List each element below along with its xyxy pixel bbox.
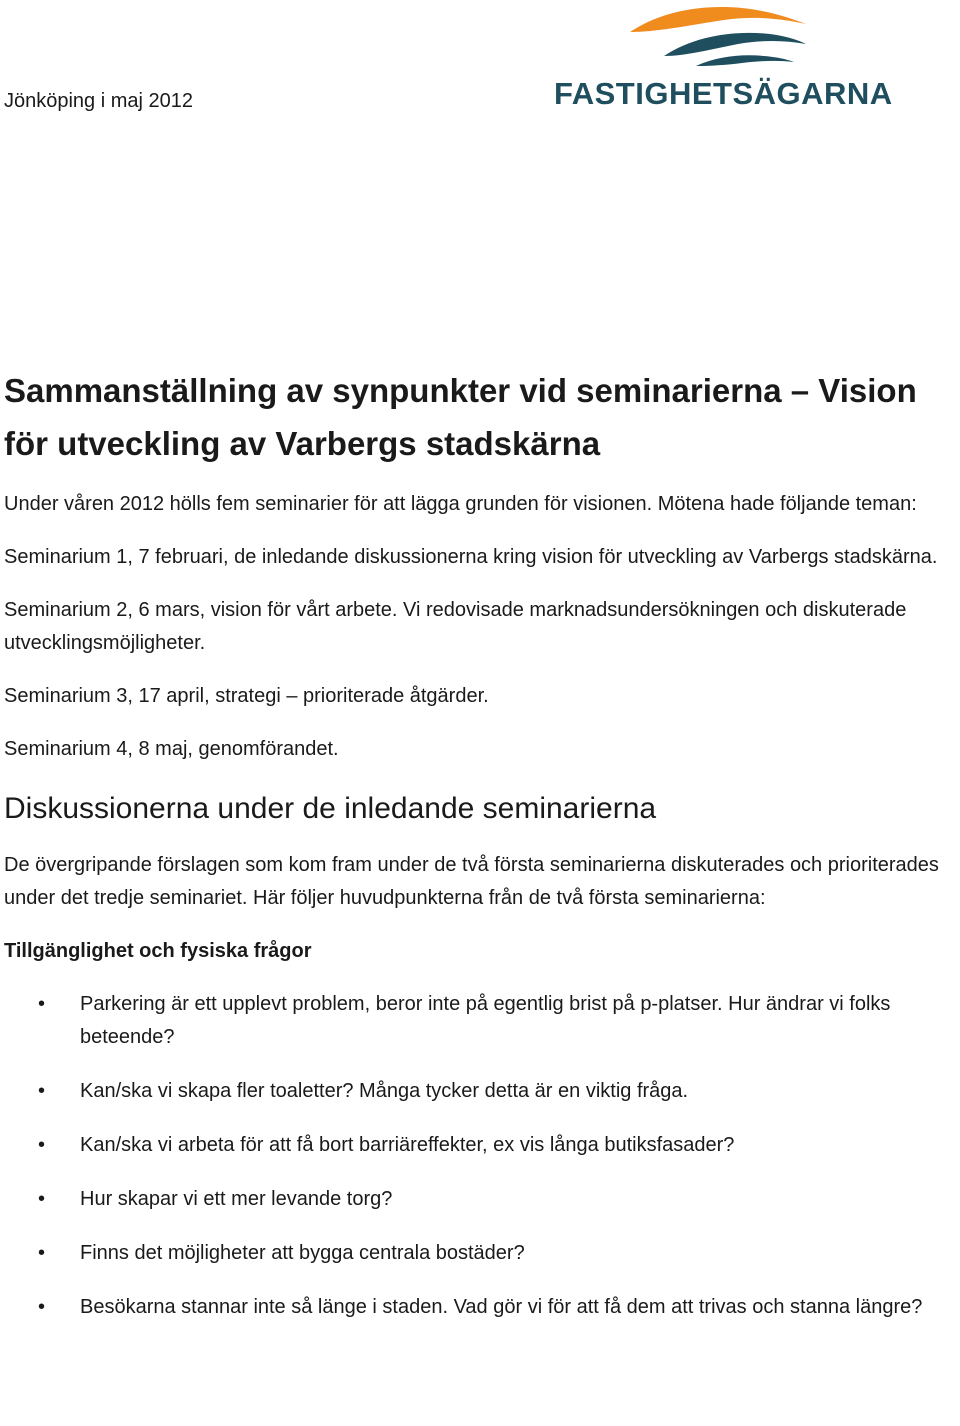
list-item-text: Finns det möjligheter att bygga centrala bostäder? xyxy=(80,1242,525,1264)
list-item xyxy=(4,988,958,1054)
list-item xyxy=(4,1075,958,1108)
page-title: Sammanställning av synpunkter vid seminarierna – Vision för utveckling av Varbergs stadskärna xyxy=(4,372,917,462)
bullet-icon: • xyxy=(38,1134,46,1156)
seminar-item-2: Seminarium 2, 6 mars, vision för vårt arbete. Vi redovisade marknadsundersökningen och diskuterade utvecklingsmöjligheter. xyxy=(4,599,907,654)
list-item-text: Parkering är ett upplevt problem, beror inte på egentlig brist på p-platser. Hur ändrar vi folks beteende? xyxy=(80,993,891,1048)
list-item-text: Hur skapar vi ett mer levande torg? xyxy=(80,1188,393,1210)
intro-paragraph: Under våren 2012 hölls fem seminarier för att lägga grunden för visionen. Mötena hade följande teman: xyxy=(4,493,917,515)
list-item xyxy=(4,1237,958,1270)
subheading: Tillgänglighet och fysiska frågor xyxy=(4,940,312,962)
list-item-text: Besökarna stannar inte så länge i staden. Vad gör vi för att få dem att trivas och stanna längre? xyxy=(80,1296,923,1318)
section-heading: Diskussionerna under de inledande seminarierna xyxy=(4,792,657,825)
seminar-item-3: Seminarium 3, 17 april, strategi – prioriterade åtgärder. xyxy=(4,685,489,707)
seminar-item-1: Seminarium 1, 7 februari, de inledande diskussionerna kring vision för utveckling av Varbergs stadskärna. xyxy=(4,546,938,568)
list-item xyxy=(4,1291,958,1324)
logo-wordmark: FASTIGHETSÄGARNA xyxy=(554,76,893,111)
date-line: Jönköping i maj 2012 xyxy=(4,90,194,112)
section-paragraph: De övergripande förslagen som kom fram under de två första seminarierna diskuterades och prioriterades under det tredje seminariet. Här följer huvudpunkterna från de två första seminarierna: xyxy=(4,854,939,909)
bullet-icon: • xyxy=(38,1296,46,1318)
list-item-text: Kan/ska vi skapa fler toaletter? Många tycker detta är en viktig fråga. xyxy=(80,1080,689,1102)
list-item xyxy=(4,1129,958,1162)
bullet-icon: • xyxy=(38,1188,46,1210)
bullet-icon: • xyxy=(38,1242,46,1264)
document-body xyxy=(4,488,958,1345)
list-item-text: Kan/ska vi arbeta för att få bort barriäreffekter, ex vis långa butiksfasader? xyxy=(80,1134,735,1156)
seminar-item-4: Seminarium 4, 8 maj, genomförandet. xyxy=(4,738,339,760)
fastighetsagarna-logo xyxy=(552,4,893,114)
bullet-icon: • xyxy=(38,993,46,1015)
bullet-icon: • xyxy=(38,1080,46,1102)
logo-wave-icon xyxy=(630,4,806,68)
bullet-list xyxy=(4,988,958,1324)
list-item xyxy=(4,1183,958,1216)
